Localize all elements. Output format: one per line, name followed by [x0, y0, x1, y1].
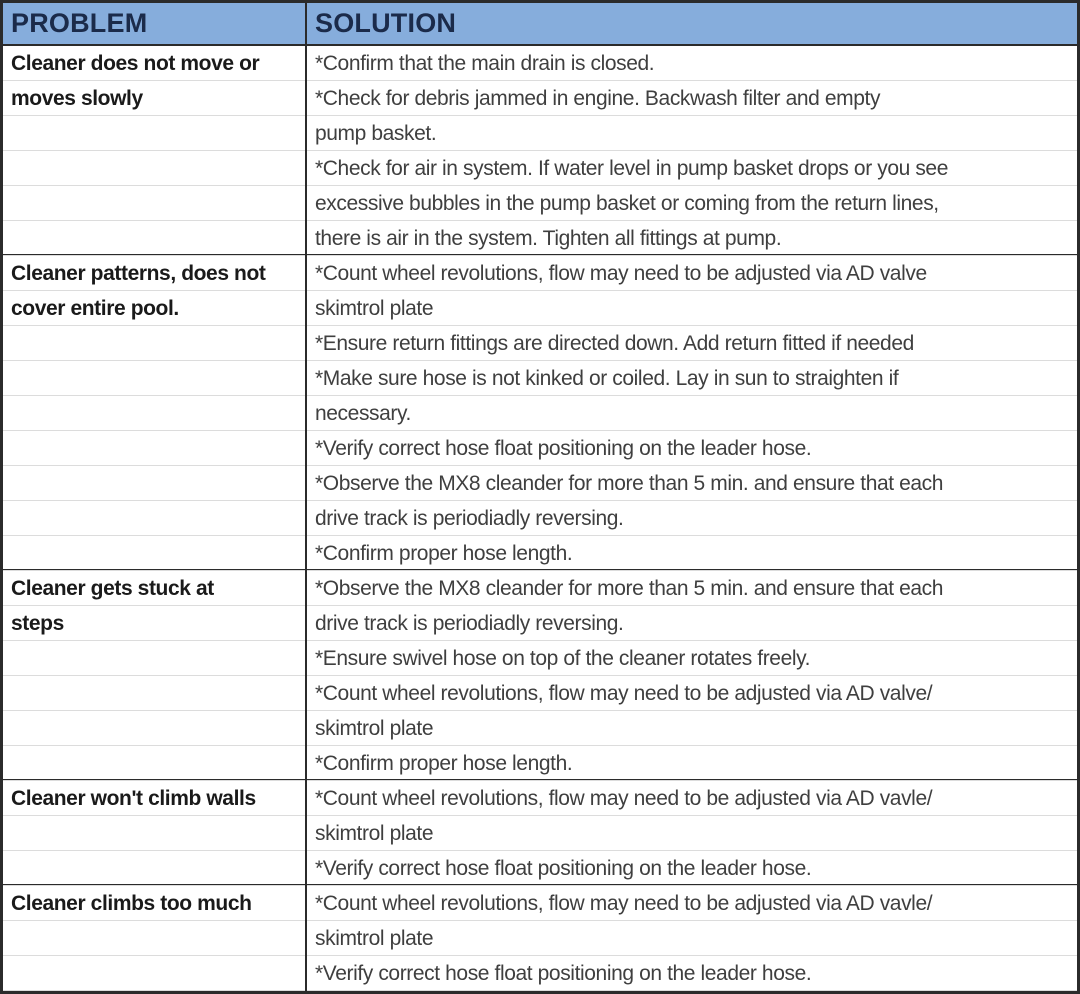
table-row — [3, 46, 1077, 256]
problem-cell — [3, 256, 307, 571]
problem-text-line — [3, 921, 305, 956]
problem-cell — [3, 46, 307, 256]
solution-cell — [307, 781, 1077, 886]
table-row — [3, 256, 1077, 571]
solution-text-line: skimtrol plate — [307, 711, 1077, 746]
problem-text-line — [3, 711, 305, 746]
solution-text-line: drive track is periodiadly reversing. — [307, 501, 1077, 536]
problem-text-line — [3, 466, 305, 501]
solution-text-line: *Confirm proper hose length. — [307, 746, 1077, 781]
solution-text-line: *Count wheel revolutions, flow may need to be adjusted via AD valve — [307, 256, 1077, 291]
solution-text-line: *Count wheel revolutions, flow may need to be adjusted via AD vavle/ — [307, 886, 1077, 921]
solution-text-line: *Verify correct hose float positioning on the leader hose. — [307, 956, 1077, 991]
solution-text-line: skimtrol plate — [307, 291, 1077, 326]
solution-text-line: *Confirm that the main drain is closed. — [307, 46, 1077, 81]
table-row — [3, 886, 1077, 991]
solution-text-line: *Verify correct hose float positioning on the leader hose. — [307, 431, 1077, 466]
table-header-row — [3, 3, 1077, 46]
problem-text-line: Cleaner won't climb walls — [3, 781, 305, 816]
solution-cell — [307, 256, 1077, 571]
problem-text-line — [3, 676, 305, 711]
problem-text-line: Cleaner gets stuck at — [3, 571, 305, 606]
problem-text-line — [3, 396, 305, 431]
solution-cell — [307, 886, 1077, 991]
table-body — [3, 46, 1077, 991]
solution-text-line: skimtrol plate — [307, 921, 1077, 956]
solution-text-line: *Check for debris jammed in engine. Backwash filter and empty — [307, 81, 1077, 116]
column-header-problem: PROBLEM — [3, 3, 307, 44]
table-row — [3, 781, 1077, 886]
problem-text-line — [3, 536, 305, 571]
solution-text-line: excessive bubbles in the pump basket or coming from the return lines, — [307, 186, 1077, 221]
problem-text-line — [3, 326, 305, 361]
problem-text-line — [3, 186, 305, 221]
solution-text-line: there is air in the system. Tighten all fittings at pump. — [307, 221, 1077, 256]
problem-text-line — [3, 851, 305, 886]
solution-text-line: *Count wheel revolutions, flow may need to be adjusted via AD valve/ — [307, 676, 1077, 711]
solution-text-line: *Verify correct hose float positioning on the leader hose. — [307, 851, 1077, 886]
problem-cell — [3, 571, 307, 781]
solution-text-line: *Make sure hose is not kinked or coiled. Lay in sun to straighten if — [307, 361, 1077, 396]
problem-text-line — [3, 956, 305, 991]
problem-text-line: cover entire pool. — [3, 291, 305, 326]
solution-text-line: *Ensure swivel hose on top of the cleaner rotates freely. — [307, 641, 1077, 676]
solution-text-line: *Ensure return fittings are directed down. Add return fitted if needed — [307, 326, 1077, 361]
solution-text-line: *Observe the MX8 cleander for more than 5 min. and ensure that each — [307, 466, 1077, 501]
solution-text-line: *Observe the MX8 cleander for more than 5 min. and ensure that each — [307, 571, 1077, 606]
solution-text-line: necessary. — [307, 396, 1077, 431]
problem-text-line — [3, 431, 305, 466]
column-header-solution: SOLUTION — [315, 8, 457, 38]
solution-text-line: *Confirm proper hose length. — [307, 536, 1077, 571]
problem-cell — [3, 781, 307, 886]
problem-text-line — [3, 361, 305, 396]
solution-text-line: pump basket. — [307, 116, 1077, 151]
table-row — [3, 571, 1077, 781]
problem-text-line — [3, 501, 305, 536]
solution-text-line: *Check for air in system. If water level in pump basket drops or you see — [307, 151, 1077, 186]
problem-text-line — [3, 116, 305, 151]
problem-text-line — [3, 746, 305, 781]
problem-text-line: Cleaner patterns, does not — [3, 256, 305, 291]
problem-cell — [3, 886, 307, 991]
problem-text-line — [3, 221, 305, 256]
solution-text-line: *Count wheel revolutions, flow may need to be adjusted via AD vavle/ — [307, 781, 1077, 816]
problem-text-line — [3, 641, 305, 676]
problem-text-line — [3, 816, 305, 851]
solution-cell — [307, 46, 1077, 256]
problem-text-line: steps — [3, 606, 305, 641]
problem-text-line: moves slowly — [3, 81, 305, 116]
solution-cell — [307, 571, 1077, 781]
solution-text-line: drive track is periodiadly reversing. — [307, 606, 1077, 641]
solution-text-line: skimtrol plate — [307, 816, 1077, 851]
problem-text-line: Cleaner climbs too much — [3, 886, 305, 921]
problem-text-line — [3, 151, 305, 186]
problem-text-line: Cleaner does not move or — [3, 46, 305, 81]
